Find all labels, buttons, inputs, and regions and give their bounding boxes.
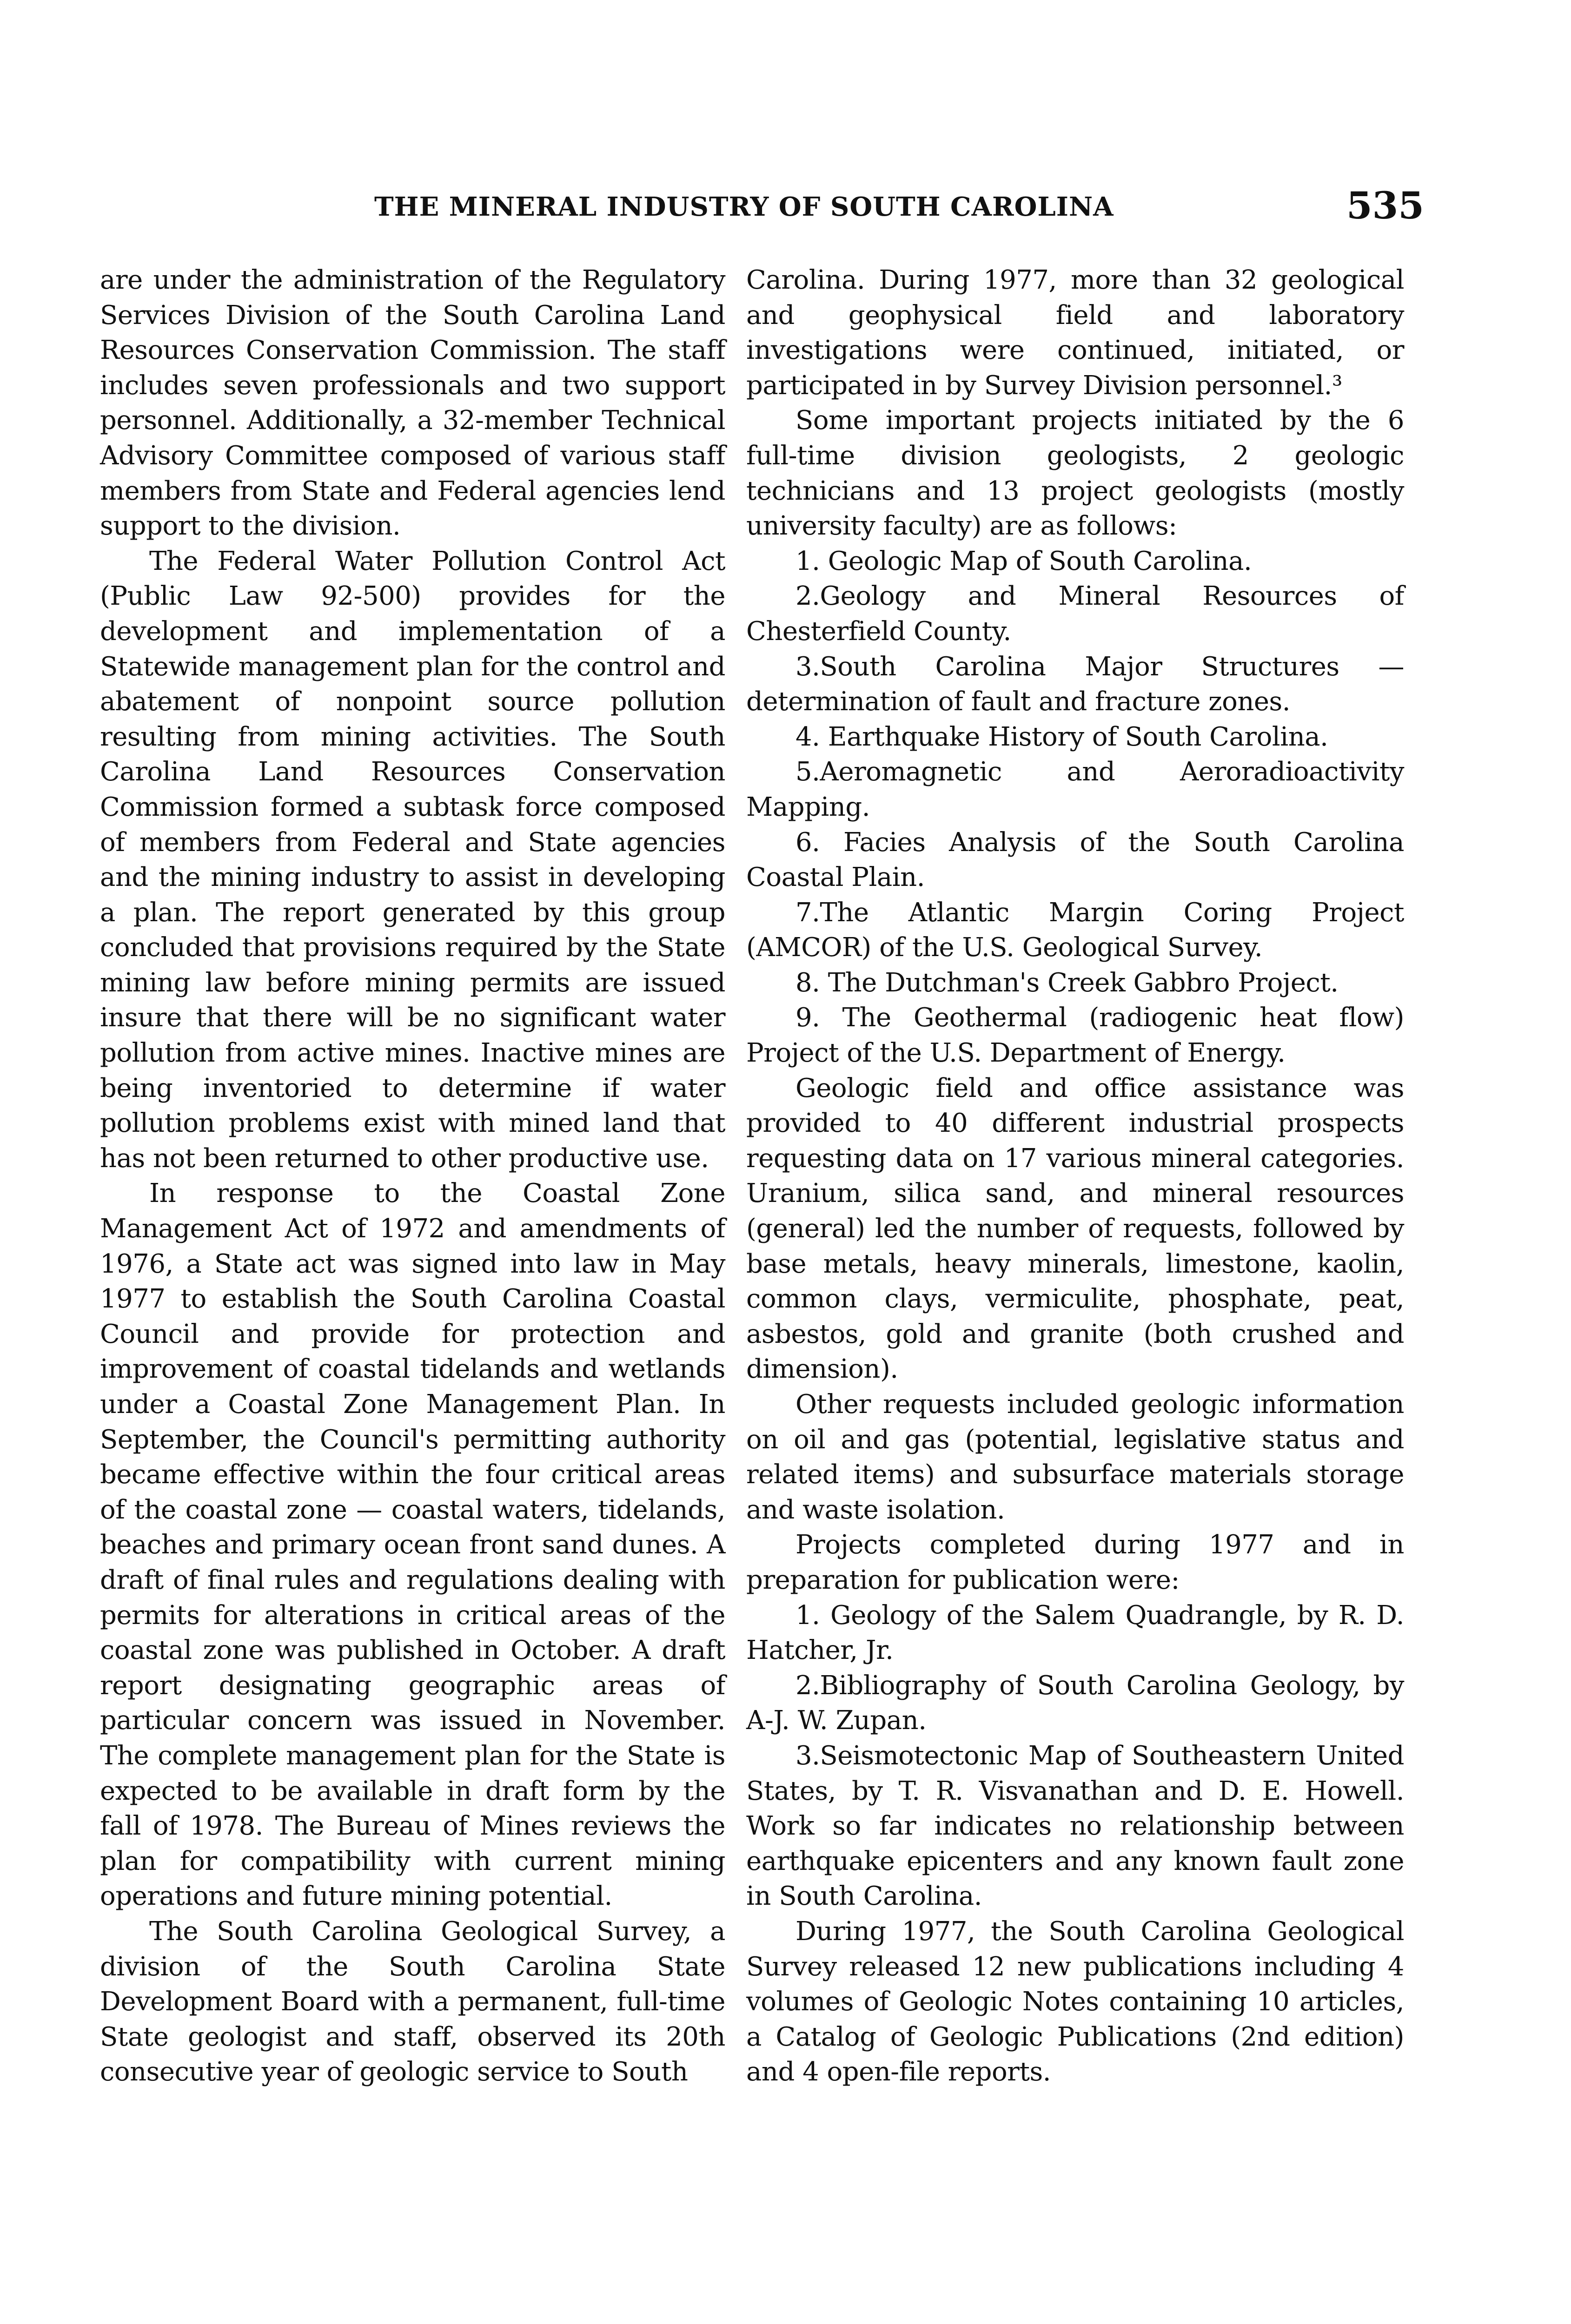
project-item: 5.Aeromagnetic and Aeroradioactivity Mapping. (746, 757, 1404, 822)
project-item: 6. Facies Analysis of the South Carolina Coastal Plain. (746, 827, 1404, 893)
paragraph-regulatory-services: are under the administration of the Regulatory Services Division of the South Carolina Land Resources Conservation Commission. The staff includes seven professionals and two support personnel. Additionally, a 32-member Technical Advisory Committee composed of various staff members from State and Federal agencies lend support to the division. (100, 265, 725, 541)
project-item: 8. The Dutchman's Creek Gabbro Project. (795, 967, 1339, 998)
running-header: THE MINERAL INDUSTRY OF SOUTH CAROLINA (374, 191, 1114, 222)
right-column (746, 263, 1404, 2090)
project-item: 9. The Geothermal (radiogenic heat flow) Project of the U.S. Department of Energy. (746, 1003, 1404, 1069)
left-column (100, 263, 725, 2090)
project-item: 3.South Carolina Major Structures — determination of fault and fracture zones. (746, 651, 1404, 717)
page-number: 535 (1346, 184, 1424, 227)
paragraph-completed-intro: Projects completed during 1977 and in preparation for publication were: (746, 1530, 1404, 1595)
paragraph-water-pollution-act: The Federal Water Pollution Control Act (Public Law 92-500) provides for the development and implementation of a Statewide management plan for the control and abatement of nonpoint source pollution resulting from mining activities. The South Carolina Land Resources Conservation Commission formed a subtask force composed of members from Federal and State agencies and the mining industry to assist in developing a plan. The report generated by this group concluded that provisions required by the State mining law before mining permits are issued insure that there will be no significant water pollution from active mines. Inactive mines are being inventoried to determine if water pollution problems exist with mined land that has not been returned to other productive use. (100, 546, 725, 1174)
completed-item: 3.Seismotectonic Map of Southeastern United States, by T. R. Visvanathan and D. E. Howell. Work so far indicates no relationship between earthquake epicenters and any known fault zone in South Carolina. (746, 1740, 1404, 1912)
paragraph-coastal-zone: In response to the Coastal Zone Management Act of 1972 and amendments of 1976, a State act was signed into law in May 1977 to establish the South Carolina Coastal Council and provide for protection and improvement of coastal tidelands and wetlands under a Coastal Zone Management Plan. In September, the Council's permitting authority became effective within the four critical areas of the coastal zone — coastal waters, tidelands, beaches and primary ocean front sand dunes. A draft of final rules and regulations dealing with permits for alterations in critical areas of the coastal zone was published in October. A draft report designating geographic areas of particular concern was issued in November. The complete management plan for the State is expected to be available in draft form by the fall of 1978. The Bureau of Mines reviews the plan for compatibility with current mining operations and future mining potential. (100, 1178, 725, 1912)
paragraph-publications: During 1977, the South Carolina Geological Survey released 12 new publications including 4 volumes of Geologic Notes containing 10 articles, a Catalog of Geologic Publications (2nd edition) and 4 open-file reports. (746, 1916, 1404, 2087)
completed-item: 1. Geology of the Salem Quadrangle, by R. D. Hatcher, Jr. (746, 1600, 1404, 1666)
completed-item: 2.Bibliography of South Carolina Geology, by A-J. W. Zupan. (746, 1670, 1404, 1736)
project-item: 2.Geology and Mineral Resources of Chesterfield County. (746, 581, 1404, 647)
paragraph-other-requests: Other requests included geologic information on oil and gas (potential, legislative status and related items) and subsurface materials storage and waste isolation. (746, 1389, 1404, 1525)
paragraph-geological-survey: The South Carolina Geological Survey, a division of the South Carolina State Development Board with a permanent, full-time State geologist and staff, observed its 20th consecutive year of geologic service to South (100, 1916, 725, 2087)
project-item: 7.The Atlantic Margin Coring Project (AMCOR) of the U.S. Geological Survey. (746, 897, 1404, 963)
project-item: 1. Geologic Map of South Carolina. (795, 546, 1252, 576)
paragraph-projects-intro: Some important projects initiated by the 6 full-time division geologists, 2 geologic technicians and 13 project geologists (mostly university faculty) are as follows: (746, 405, 1404, 541)
paragraph-field-assistance: Geologic field and office assistance was provided to 40 different industrial prospects requesting data on 17 various mineral categories. Uranium, silica sand, and mineral resources (general) led the number of requests, followed by base metals, heavy minerals, limestone, kaolin, common clays, vermiculite, phosphate, peat, asbestos, gold and granite (both crushed and dimension). (746, 1073, 1404, 1385)
paragraph-investigations: Carolina. During 1977, more than 32 geological and geophysical field and laboratory investigations were continued, initiated, or participated in by Survey Division personnel.³ (746, 265, 1404, 401)
project-item: 4. Earthquake History of South Carolina. (795, 721, 1328, 752)
